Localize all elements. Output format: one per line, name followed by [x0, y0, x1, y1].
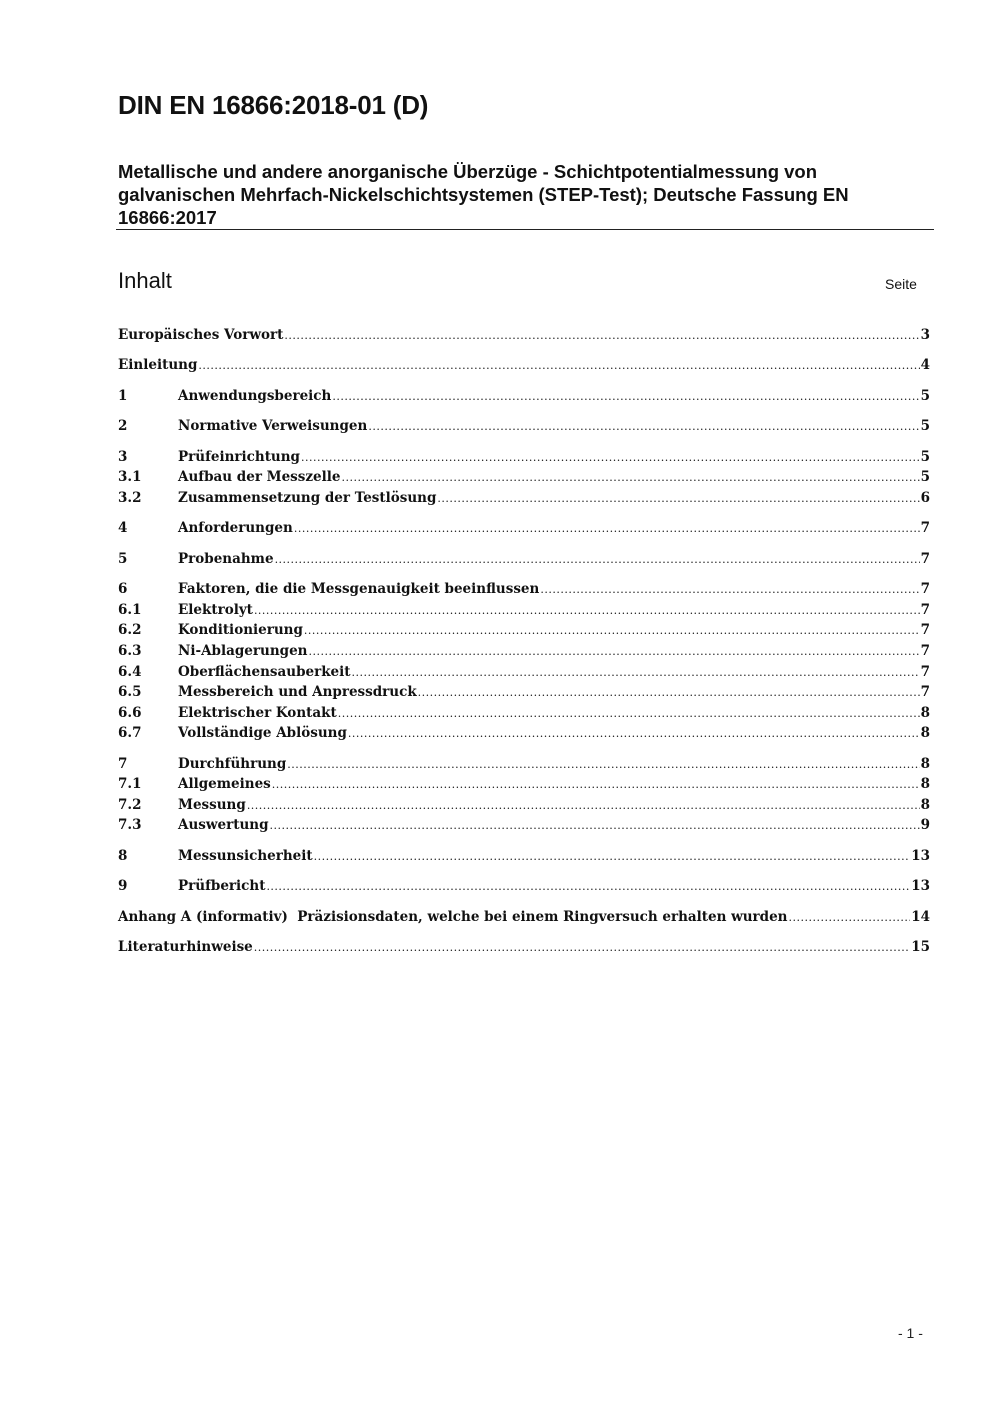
toc-entry-title: Messbereich und Anpressdruck [178, 684, 417, 700]
toc-entry[interactable] [118, 620, 930, 640]
toc-entry-title: Anwendungsbereich [178, 388, 332, 404]
toc-entry-title: Zusammensetzung der Testlösung [178, 490, 437, 506]
toc-entry-number: 3 [118, 449, 128, 465]
toc-entry-number: 6.7 [118, 725, 142, 741]
toc-dot-leader [198, 356, 919, 376]
toc-entry-title: Vollständige Ablösung [178, 725, 347, 741]
toc-entry[interactable] [118, 937, 930, 957]
toc-entry-number: 3.2 [118, 490, 142, 506]
toc-dot-leader [540, 580, 919, 600]
toc-dot-leader [437, 489, 919, 509]
toc-dot-leader [418, 683, 920, 703]
toc-entry-number: 6.5 [118, 684, 142, 700]
toc-entry-page: 8 [920, 797, 930, 813]
toc-dot-leader [314, 847, 911, 867]
toc-entry-number: 8 [118, 848, 128, 864]
toc-entry-page: 5 [920, 388, 930, 404]
toc-entry[interactable] [118, 518, 930, 538]
toc-entry[interactable] [118, 907, 930, 927]
toc-entry-number: 6.2 [118, 622, 142, 638]
toc-entry-number: 1 [118, 388, 128, 404]
toc-entry-page: 8 [920, 705, 930, 721]
toc-entry-page: 5 [920, 449, 930, 465]
toc-entry-number: 5 [118, 551, 128, 567]
toc-entry[interactable] [118, 662, 930, 682]
toc-entry-page: 6 [920, 490, 930, 506]
toc-dot-leader [247, 796, 920, 816]
toc-entry-title: Ni-Ablagerungen [178, 643, 308, 659]
toc-dot-leader [270, 816, 920, 836]
toc-dot-leader [272, 775, 920, 795]
toc-entry-page: 7 [920, 602, 930, 618]
toc-entry[interactable] [118, 682, 930, 702]
document-subtitle: Metallische und andere anorganische Überzüge - Schichtpotentialmessung von galvanischen Mehrfach-Nickelschichtsystemen (STEP-Test); Deutsche Fassung EN 16866:2017 [118, 161, 849, 228]
toc-entry-number: 7.1 [118, 776, 142, 792]
toc-entry-page: 8 [920, 756, 930, 772]
toc-entry-title: Elektrischer Kontakt [178, 705, 337, 721]
toc-dot-leader [254, 938, 910, 958]
toc-dot-leader [341, 468, 919, 488]
toc-entry-number: 7.2 [118, 797, 142, 813]
toc-entry-page: 13 [911, 848, 930, 864]
toc-entry-number: 6.6 [118, 705, 142, 721]
toc-entry-title: Durchführung [178, 756, 287, 772]
toc-heading: Inhalt [118, 268, 172, 293]
toc-dot-leader [332, 387, 919, 407]
toc-dot-leader [266, 877, 910, 897]
toc-entry[interactable] [118, 386, 930, 406]
toc-dot-leader [294, 519, 920, 539]
toc-entry[interactable] [118, 774, 930, 794]
toc-entry-title: Einleitung [118, 357, 198, 373]
toc-entry-page: 5 [920, 418, 930, 434]
toc-entry-title: Anforderungen [178, 520, 293, 536]
toc-dot-leader [254, 601, 920, 621]
toc-entry-title: Aufbau der Messzelle [178, 469, 341, 485]
toc-entry-number: 2 [118, 418, 128, 434]
toc-entry[interactable] [118, 846, 930, 866]
toc-entry-page: 8 [920, 776, 930, 792]
toc-entry[interactable] [118, 467, 930, 487]
toc-entry-page: 15 [911, 939, 930, 955]
toc-entry[interactable] [118, 723, 930, 743]
toc-entry[interactable] [118, 600, 930, 620]
toc-entry-page: 13 [911, 878, 930, 894]
toc-entry-title: Messung [178, 797, 246, 813]
toc-entry-title: Europäisches Vorwort [118, 327, 284, 343]
toc-entry-title: Anhang A (informativ) Präzisionsdaten, welche bei einem Ringversuch erhalten wurden [118, 909, 788, 925]
toc-entry-title: Prüfbericht [178, 878, 266, 894]
toc-entry-title: Prüfeinrichtung [178, 449, 301, 465]
toc-entry-number: 6.4 [118, 664, 142, 680]
toc-entry-page: 7 [920, 581, 930, 597]
toc-entry[interactable] [118, 815, 930, 835]
toc-entry-title: Oberflächensauberkeit [178, 664, 351, 680]
footer-page-number: - 1 - [898, 1325, 923, 1341]
toc-entry-page: 7 [920, 520, 930, 536]
toc-dot-leader [348, 724, 920, 744]
page-column-label: Seite [885, 276, 917, 292]
toc-entry-page: 7 [920, 664, 930, 680]
toc-entry-page: 8 [920, 725, 930, 741]
toc-entry-number: 4 [118, 520, 128, 536]
toc-entry[interactable] [118, 703, 930, 723]
toc-entry[interactable] [118, 416, 930, 436]
toc-dot-leader [287, 755, 919, 775]
toc-entry-title: Faktoren, die die Messgenauigkeit beeinflussen [178, 581, 540, 597]
toc-dot-leader [301, 448, 920, 468]
title-divider [116, 229, 934, 230]
toc-entry[interactable] [118, 488, 930, 508]
toc-entry-page: 5 [920, 469, 930, 485]
toc-dot-leader [308, 642, 919, 662]
toc-entry-number: 3.1 [118, 469, 142, 485]
toc-entry-title: Konditionierung [178, 622, 303, 638]
toc-entry-number: 7 [118, 756, 128, 772]
toc-entry-title: Elektrolyt [178, 602, 253, 618]
toc-entry-title: Literaturhinweise [118, 939, 253, 955]
toc-entry[interactable] [118, 579, 930, 599]
toc-dot-leader [789, 908, 911, 928]
toc-dot-leader [368, 417, 919, 437]
toc-entry-page: 3 [920, 327, 930, 343]
toc-entry-number: 6.1 [118, 602, 142, 618]
toc-entry-page: 9 [920, 817, 930, 833]
toc-dot-leader [284, 326, 919, 346]
toc-dot-leader [338, 704, 920, 724]
toc-entry[interactable] [118, 447, 930, 467]
toc-entry-page: 7 [920, 643, 930, 659]
toc-entry-number: 7.3 [118, 817, 142, 833]
toc-entry[interactable] [118, 641, 930, 661]
toc-entry-number: 6 [118, 581, 128, 597]
toc-entry-number: 6.3 [118, 643, 142, 659]
toc-entry[interactable] [118, 549, 930, 569]
toc-entry-title: Messunsicherheit [178, 848, 313, 864]
toc-entry[interactable] [118, 325, 930, 345]
toc-entry[interactable] [118, 754, 930, 774]
toc-entry-page: 7 [920, 684, 930, 700]
document-title: DIN EN 16866:2018-01 (D) [118, 90, 429, 120]
toc-entry-title: Normative Verweisungen [178, 418, 368, 434]
toc-entry-page: 4 [920, 357, 930, 373]
toc-entry-title: Auswertung [178, 817, 269, 833]
toc-entry[interactable] [118, 355, 930, 375]
toc-entry[interactable] [118, 795, 930, 815]
toc-entry-title: Allgemeines [178, 776, 271, 792]
toc-entry-title: Probenahme [178, 551, 274, 567]
toc-dot-leader [304, 621, 920, 641]
toc-entry-page: 7 [920, 622, 930, 638]
toc-dot-leader [352, 663, 920, 683]
toc-entry[interactable] [118, 876, 930, 896]
toc-entry-number: 9 [118, 878, 128, 894]
toc-entry-page: 14 [911, 909, 930, 925]
toc-entry-page: 7 [920, 551, 930, 567]
toc-dot-leader [275, 550, 920, 570]
